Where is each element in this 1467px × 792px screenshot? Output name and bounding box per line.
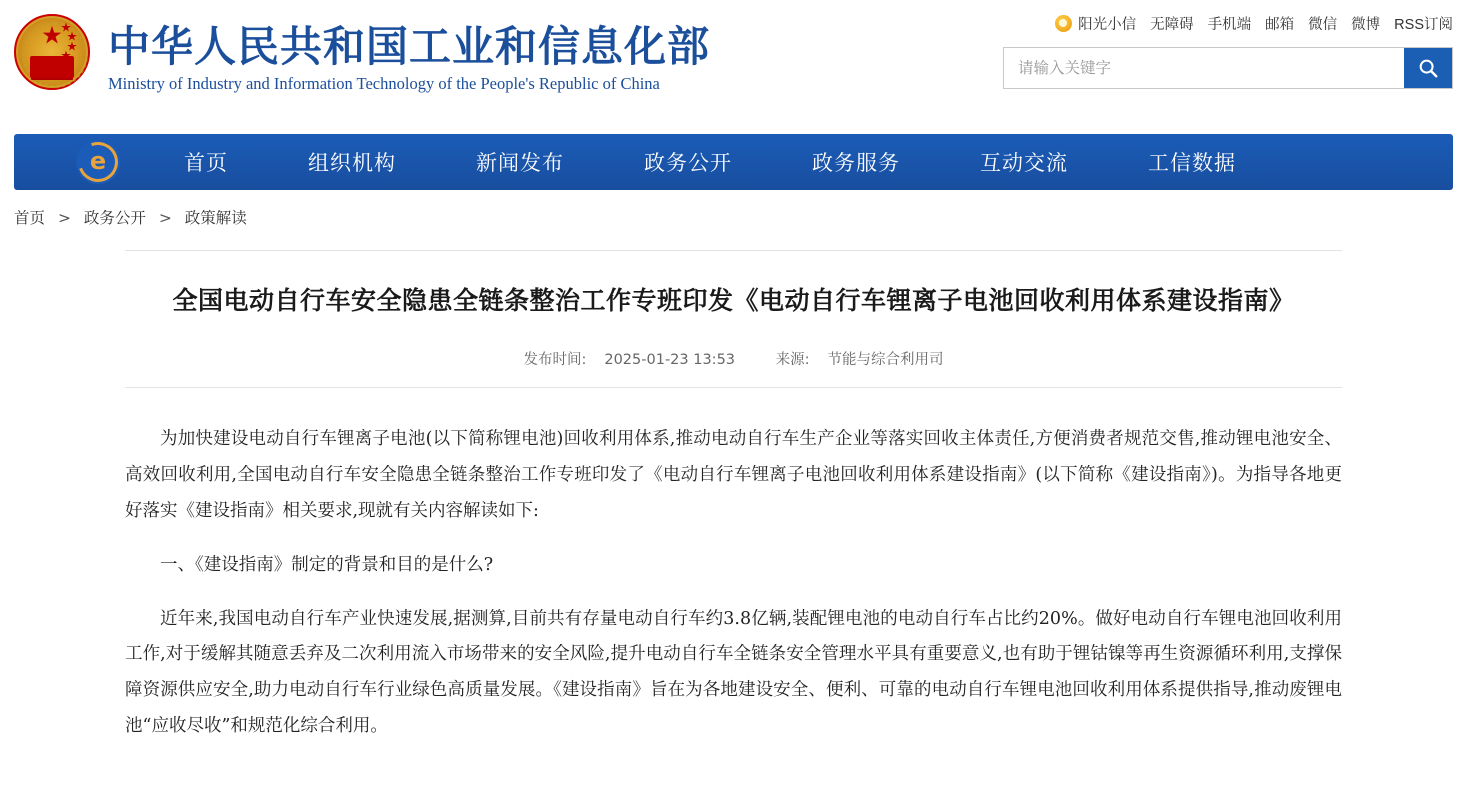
quick-link-wechat[interactable]: 微信 xyxy=(1308,16,1338,33)
search-bar xyxy=(1003,47,1453,89)
site-title-en: Ministry of Industry and Information Technology of the People's Republic of China xyxy=(108,73,660,93)
header-right-area xyxy=(1003,12,1453,89)
quick-links xyxy=(1003,12,1453,34)
article-meta xyxy=(125,348,1342,388)
article-paragraph: 为加快建设电动自行车锂离子电池(以下简称锂电池)回收利用体系,推动电动自行车生产企业等落实回收主体责任,方便消费者规范交售,推动锂电池安全、高效回收利用,全国电动自行车安全隐患全链条整治工作专班印发了《电动自行车锂离子电池回收利用体系建设指南》(以下简称《建设指南》)。为指导各地更好落实《建设指南》相关要求,现就有关内容解读如下: xyxy=(125,429,1342,521)
national-emblem-icon: ★ ★ ★ ★ xyxy=(14,14,90,90)
publish-time-value: 2025-01-23 13:53 xyxy=(604,352,736,368)
nav-items xyxy=(144,147,1453,177)
source-label: 来源: xyxy=(775,352,810,368)
sun-icon xyxy=(1055,15,1072,32)
breadcrumb-item-policy-interpretation[interactable]: 政策解读 xyxy=(184,209,247,227)
site-title-block xyxy=(108,10,710,94)
main-navigation xyxy=(14,134,1453,190)
quick-link-sunshine[interactable]: 阳光小信 xyxy=(1078,16,1137,33)
site-header xyxy=(0,0,1467,118)
nav-item-data[interactable]: 工信数据 xyxy=(1148,151,1236,175)
nav-item-government-affairs[interactable]: 政务公开 xyxy=(644,151,732,175)
article-paragraph: 近年来,我国电动自行车产业快速发展,据测算,目前共有存量电动自行车约3.8亿辆,装配锂电池的电动自行车占比约20%。做好电动自行车锂电池回收利用工作,对于缓解其随意丢弃及二次利用流入市场带来的安全风险,提升电动自行车全链条安全管理水平具有重要意义,也有助于锂钴镍等再生资源循环利用,支撑保障资源供应安全,助力电动自行车行业绿色高质量发展。《建设指南》旨在为各地建设安全、便利、可靠的电动自行车锂电池回收利用体系提供指导,推动废锂电池“应收尽收”和规范化综合利用。 xyxy=(125,608,1342,737)
breadcrumb-separator: > xyxy=(57,209,71,227)
search-icon xyxy=(1417,57,1439,79)
nav-item-news[interactable]: 新闻发布 xyxy=(476,151,564,175)
site-title-cn: 中华人民共和国工业和信息化部 xyxy=(108,22,711,71)
search-button[interactable] xyxy=(1404,48,1452,88)
nav-item-government-services[interactable]: 政务服务 xyxy=(812,151,900,175)
article-body xyxy=(125,422,1342,745)
miit-logo-icon[interactable]: e xyxy=(76,140,120,184)
nav-item-organization[interactable]: 组织机构 xyxy=(308,151,396,175)
nav-item-home[interactable]: 首页 xyxy=(184,151,228,175)
search-input[interactable] xyxy=(1004,48,1404,88)
source-value: 节能与综合利用司 xyxy=(827,352,944,368)
page-title: 全国电动自行车安全隐患全链条整治工作专班印发《电动自行车锂离子电池回收利用体系建设指南》 xyxy=(172,286,1295,315)
quick-link-weibo[interactable]: 微博 xyxy=(1351,16,1381,33)
breadcrumb xyxy=(14,206,1467,228)
site-logo-area[interactable] xyxy=(0,0,710,94)
breadcrumb-item-government-affairs[interactable]: 政务公开 xyxy=(83,209,146,227)
nav-item-interaction[interactable]: 互动交流 xyxy=(980,151,1068,175)
quick-link-mobile[interactable]: 手机端 xyxy=(1207,16,1252,33)
quick-link-accessibility[interactable]: 无障碍 xyxy=(1150,16,1194,33)
quick-link-rss[interactable]: RSS订阅 xyxy=(1394,16,1453,33)
publish-time-label: 发布时间: xyxy=(523,352,587,368)
article-paragraph: 一、《建设指南》制定的背景和目的是什么? xyxy=(160,554,494,575)
article xyxy=(125,250,1342,745)
breadcrumb-item-home[interactable]: 首页 xyxy=(14,209,46,227)
breadcrumb-separator: > xyxy=(158,209,172,227)
quick-link-mail[interactable]: 邮箱 xyxy=(1265,16,1295,33)
